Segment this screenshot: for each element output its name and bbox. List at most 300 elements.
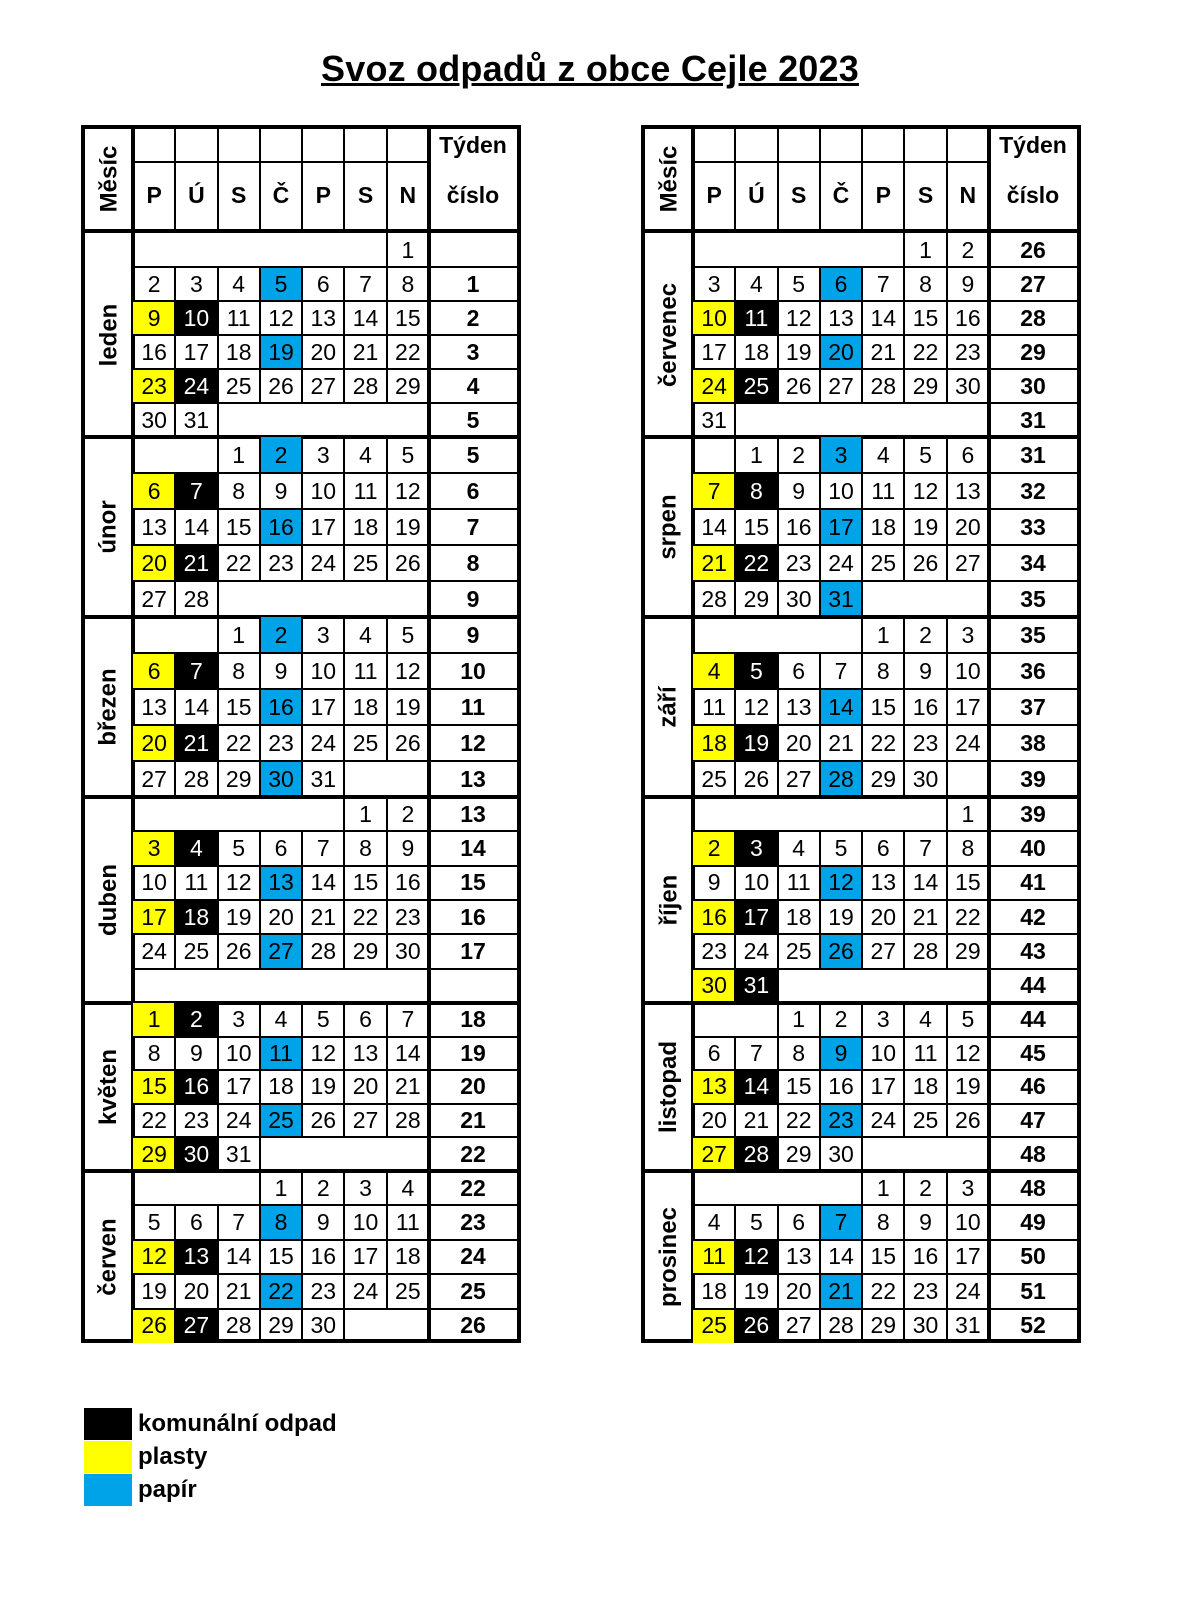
day-cell: 12 [395,657,421,684]
week-number: 46 [1020,1073,1046,1100]
week-number: 49 [1020,1209,1046,1236]
day-cell [862,969,904,1003]
day-cell [862,233,904,267]
day-cell: 6 [316,270,330,297]
week-number: 8 [466,549,480,576]
day-cell [820,1171,862,1205]
day-cell: 31 [955,1312,981,1339]
day-cell: 12 [395,477,421,504]
day-cell: 6 [707,1039,721,1066]
day-cell: 7 [316,834,330,861]
day-cell: 6 [876,834,890,861]
day-cell: 14 [701,513,727,540]
day-header: Ú [748,181,765,208]
day-cell: 11 [260,1037,302,1071]
day-cell: 6 [792,657,806,684]
day-cell [344,581,386,617]
week-number: 17 [460,937,486,964]
day-cell [778,403,820,437]
day-cell: 1 [919,236,932,263]
day-cell: 15 [225,513,252,540]
day-cell: 5 [401,621,415,648]
day-cell: 28 [870,372,897,399]
day-cell: 7 [820,1205,862,1239]
day-cell: 10 [310,477,337,504]
day-cell: 14 [310,869,337,896]
month-name [645,797,693,1003]
day-cell: 2 [693,831,735,865]
day-cell: 9 [707,869,721,896]
day-cell: 7 [175,653,217,689]
week-number: 47 [1020,1107,1046,1134]
day-cell: 9 [919,657,932,684]
day-cell [387,1137,429,1171]
day-cell [175,617,217,653]
month-name [85,617,133,797]
day-cell: 7 [232,1209,246,1236]
day-cell [387,1309,429,1343]
day-cell: 27 [955,549,981,576]
day-cell [344,969,386,1003]
day-cell: 19 [743,1277,770,1304]
day-cell: 7 [876,270,890,297]
day-cell: 22 [785,1107,812,1134]
day-cell: 21 [870,338,897,365]
day-cell: 23 [268,549,294,576]
day-cell: 1 [792,1006,806,1033]
day-cell: 2 [792,441,806,468]
day-cell: 9 [961,270,975,297]
week-number: 22 [460,1140,486,1167]
day-cell [693,617,735,653]
day-cell: 7 [919,834,932,861]
day-header: N [959,181,977,208]
day-cell: 30 [310,1312,337,1339]
calendar-left [81,125,521,1343]
day-cell: 25 [870,549,897,576]
week-number: 5 [466,406,480,433]
day-cell: 19 [395,693,421,720]
day-cell: 28 [820,761,862,797]
day-cell [218,233,260,267]
day-cell: 22 [395,338,421,365]
day-cell: 5 [750,1209,763,1236]
month-name [85,797,133,1003]
day-cell: 16 [912,693,939,720]
day-cell: 4 [175,831,217,865]
day-cell: 5 [834,834,848,861]
week-number: 26 [460,1312,486,1339]
day-cell: 3 [961,621,975,648]
day-cell: 8 [232,657,246,684]
week-number: 38 [1020,729,1046,756]
day-cell: 7 [401,1006,415,1033]
day-cell [218,969,260,1003]
day-cell: 29 [870,1312,897,1339]
day-cell: 19 [310,1073,337,1100]
day-cell: 18 [912,1073,939,1100]
day-cell: 6 [274,834,288,861]
week-number: 5 [466,441,480,468]
day-cell: 26 [268,372,294,399]
day-cell: 28 [735,1137,777,1171]
week-number: 2 [466,304,480,331]
day-cell [344,1137,386,1171]
day-header: Č [832,181,850,208]
day-cell: 22 [352,903,379,930]
day-cell: 20 [183,1277,210,1304]
day-cell: 17 [870,1073,897,1100]
day-cell: 1 [876,1174,890,1201]
legend-swatch [84,1441,132,1473]
day-cell: 15 [352,869,379,896]
day-cell: 22 [870,729,897,756]
day-cell: 10 [225,1039,252,1066]
week-number: 24 [460,1243,486,1270]
day-cell: 18 [352,513,379,540]
day-cell: 20 [870,903,897,930]
day-cell: 3 [961,1174,975,1201]
day-cell: 21 [225,1277,252,1304]
day-cell: 15 [268,1243,294,1270]
day-cell: 1 [359,800,372,827]
legend-label: komunální odpad [138,1410,337,1437]
day-cell [260,233,302,267]
day-cell: 22 [141,1107,167,1134]
day-cell [260,969,302,1003]
day-cell: 13 [310,304,337,331]
day-cell: 26 [133,1309,175,1343]
day-cell: 26 [395,549,421,576]
day-cell: 29 [268,1312,294,1339]
day-cell: 2 [260,617,302,653]
day-cell: 22 [870,1277,897,1304]
day-cell: 11 [702,693,727,720]
day-cell: 21 [175,725,217,761]
month-name-label: červen [95,1218,123,1296]
month-name-label: listopad [655,1040,683,1134]
week-number: 43 [1020,937,1046,964]
day-cell: 5 [232,834,246,861]
day-cell [133,969,175,1003]
day-cell: 22 [225,729,252,756]
day-cell [344,403,386,437]
day-cell: 10 [743,869,770,896]
day-cell [218,403,260,437]
day-cell: 6 [133,473,175,509]
day-cell: 30 [955,372,981,399]
day-cell: 5 [401,441,415,468]
day-cell: 7 [359,270,372,297]
day-cell: 10 [955,657,981,684]
legend-swatch [84,1474,132,1506]
day-cell: 19 [735,725,777,761]
day-cell: 10 [870,1039,897,1066]
day-cell: 10 [352,1209,379,1236]
day-cell: 12 [735,1240,777,1274]
day-cell [302,797,344,831]
day-cell: 20 [955,513,981,540]
month-name-label: únor [95,500,123,554]
day-cell: 27 [785,765,812,792]
day-cell: 19 [828,903,854,930]
day-cell: 25 [785,937,812,964]
day-cell: 8 [919,270,932,297]
day-cell: 4 [919,1006,932,1033]
day-cell: 3 [190,270,203,297]
day-cell: 12 [820,866,862,900]
day-cell [735,403,777,437]
month-name-label: prosinec [655,1206,682,1308]
week-number: 3 [466,338,480,365]
day-cell [302,969,344,1003]
day-cell [820,617,862,653]
week-number: 21 [460,1107,486,1134]
day-cell: 2 [175,1003,217,1037]
week-number: 37 [1020,693,1046,720]
day-cell: 3 [359,1174,372,1201]
day-cell: 27 [828,372,854,399]
week-number: 35 [1020,585,1046,612]
day-cell: 7 [750,1039,763,1066]
month-name [645,1003,693,1171]
day-cell: 17 [310,513,337,540]
day-cell [260,403,302,437]
day-cell: 24 [828,549,854,576]
day-cell: 23 [912,1277,939,1304]
day-cell: 21 [395,1073,421,1100]
day-cell: 19 [955,1073,981,1100]
week-number [429,969,517,1003]
day-cell [820,797,862,831]
day-cell [387,969,429,1003]
day-cell: 14 [183,693,210,720]
day-cell: 18 [701,1277,727,1304]
day-cell: 21 [352,338,379,365]
day-cell: 4 [792,834,806,861]
week-number: 39 [1020,765,1046,792]
day-cell: 24 [743,937,770,964]
week-number: 25 [460,1277,486,1304]
day-cell: 7 [175,473,217,509]
day-cell: 20 [701,1107,727,1134]
month-name-label: leden [95,303,122,367]
week-header-bottom: číslo [1006,181,1060,208]
day-cell: 18 [785,903,812,930]
day-cell: 14 [870,304,897,331]
day-cell: 29 [955,937,981,964]
day-cell: 3 [820,437,862,473]
month-name-label: červenec [655,282,682,388]
day-cell: 25 [352,729,379,756]
day-cell: 2 [147,270,161,297]
day-cell: 17 [701,338,727,365]
day-cell: 5 [260,267,302,301]
week-number: 20 [460,1073,486,1100]
week-number: 44 [1020,972,1046,999]
day-cell: 19 [785,338,812,365]
week-number: 29 [1020,338,1046,365]
day-cell: 25 [260,1104,302,1138]
day-cell: 8 [359,834,372,861]
day-cell: 1 [750,441,763,468]
calendar-right [641,125,1081,1343]
week-number: 39 [1020,800,1046,827]
day-cell: 14 [828,1243,854,1270]
day-cell: 3 [316,621,330,648]
day-cell: 2 [919,1174,932,1201]
day-cell [133,233,175,267]
day-cell: 19 [225,903,252,930]
day-cell: 3 [232,1006,246,1033]
day-cell: 5 [735,653,777,689]
day-cell: 27 [175,1309,217,1343]
day-cell: 5 [961,1006,975,1033]
week-number: 34 [1020,549,1046,576]
day-cell [175,969,217,1003]
day-cell: 20 [133,725,175,761]
day-cell: 20 [310,338,337,365]
day-cell: 26 [310,1107,337,1134]
day-cell: 18 [225,338,252,365]
day-cell: 8 [876,657,890,684]
day-cell [904,797,946,831]
day-cell: 2 [260,437,302,473]
week-number: 28 [1020,304,1046,331]
day-cell [778,969,820,1003]
day-cell: 24 [225,1107,252,1134]
day-header: S [231,181,247,208]
day-cell: 23 [183,1107,210,1134]
week-number [429,233,517,267]
week-number: 15 [460,869,486,896]
day-cell: 4 [693,653,735,689]
day-cell: 29 [352,937,379,964]
legend-label: plasty [138,1443,208,1470]
day-cell: 19 [912,513,939,540]
day-cell [218,1171,260,1205]
week-number: 32 [1020,477,1046,504]
day-cell: 22 [955,903,981,930]
day-cell: 16 [785,513,812,540]
day-cell: 12 [133,1240,175,1274]
day-cell: 30 [828,1140,854,1167]
day-cell: 1 [274,1174,288,1201]
day-cell [820,969,862,1003]
day-cell [735,233,777,267]
day-header: Ú [188,181,205,208]
day-cell: 21 [310,903,337,930]
day-cell: 26 [395,729,421,756]
day-cell [344,1309,386,1343]
day-cell [778,617,820,653]
day-cell: 7 [834,657,848,684]
day-cell [735,1003,777,1037]
day-cell: 3 [133,831,175,865]
day-cell: 23 [912,729,939,756]
day-header: Č [272,181,290,208]
day-cell: 31 [820,581,862,617]
month-header [645,129,693,229]
day-cell: 27 [352,1107,379,1134]
day-cell: 30 [912,765,939,792]
day-cell: 25 [912,1107,939,1134]
week-number: 13 [460,800,486,827]
day-cell: 15 [225,693,252,720]
day-cell: 13 [141,513,167,540]
week-number: 35 [1020,621,1046,648]
day-cell: 22 [225,549,252,576]
day-cell: 18 [743,338,770,365]
day-cell: 16 [260,689,302,725]
day-cell [693,437,735,473]
day-cell: 16 [955,304,981,331]
day-cell [735,617,777,653]
day-cell: 10 [693,301,735,335]
day-cell [175,437,217,473]
day-cell: 8 [401,270,415,297]
day-cell: 2 [401,800,415,827]
day-cell: 4 [876,441,890,468]
day-cell: 14 [735,1070,777,1104]
day-cell: 14 [912,869,939,896]
day-cell [904,581,946,617]
day-cell: 23 [955,338,981,365]
day-cell: 28 [395,1107,421,1134]
day-cell: 4 [359,621,372,648]
week-number: 30 [1020,372,1046,399]
day-cell: 15 [395,304,421,331]
day-cell: 3 [316,441,330,468]
week-number: 40 [1020,834,1046,861]
day-cell: 1 [133,1003,175,1037]
day-header: N [399,181,417,208]
day-cell: 18 [268,1073,294,1100]
day-cell [133,797,175,831]
day-cell: 18 [693,725,735,761]
day-cell: 17 [955,693,981,720]
day-cell: 20 [133,545,175,581]
day-cell: 19 [395,513,421,540]
day-cell: 8 [147,1039,161,1066]
day-cell: 9 [190,1039,203,1066]
day-cell: 18 [870,513,897,540]
day-cell: 4 [274,1006,288,1033]
day-cell: 14 [183,513,210,540]
day-cell [344,233,386,267]
day-cell: 12 [912,477,939,504]
day-cell: 22 [912,338,939,365]
week-header-top: Týden [439,131,507,158]
day-cell: 20 [785,729,812,756]
month-name [645,617,693,797]
day-cell: 11 [184,869,209,896]
day-header: P [315,181,331,208]
day-cell: 16 [395,869,421,896]
day-cell [387,581,429,617]
day-cell: 6 [133,653,175,689]
day-cell: 26 [912,549,939,576]
week-number: 4 [466,372,480,399]
day-cell: 8 [260,1205,302,1239]
day-cell: 21 [820,1274,862,1308]
day-cell [133,1171,175,1205]
day-cell: 16 [175,1070,217,1104]
day-cell [947,969,989,1003]
day-cell: 26 [743,765,770,792]
month-name [85,1003,133,1171]
day-header: P [706,181,722,208]
